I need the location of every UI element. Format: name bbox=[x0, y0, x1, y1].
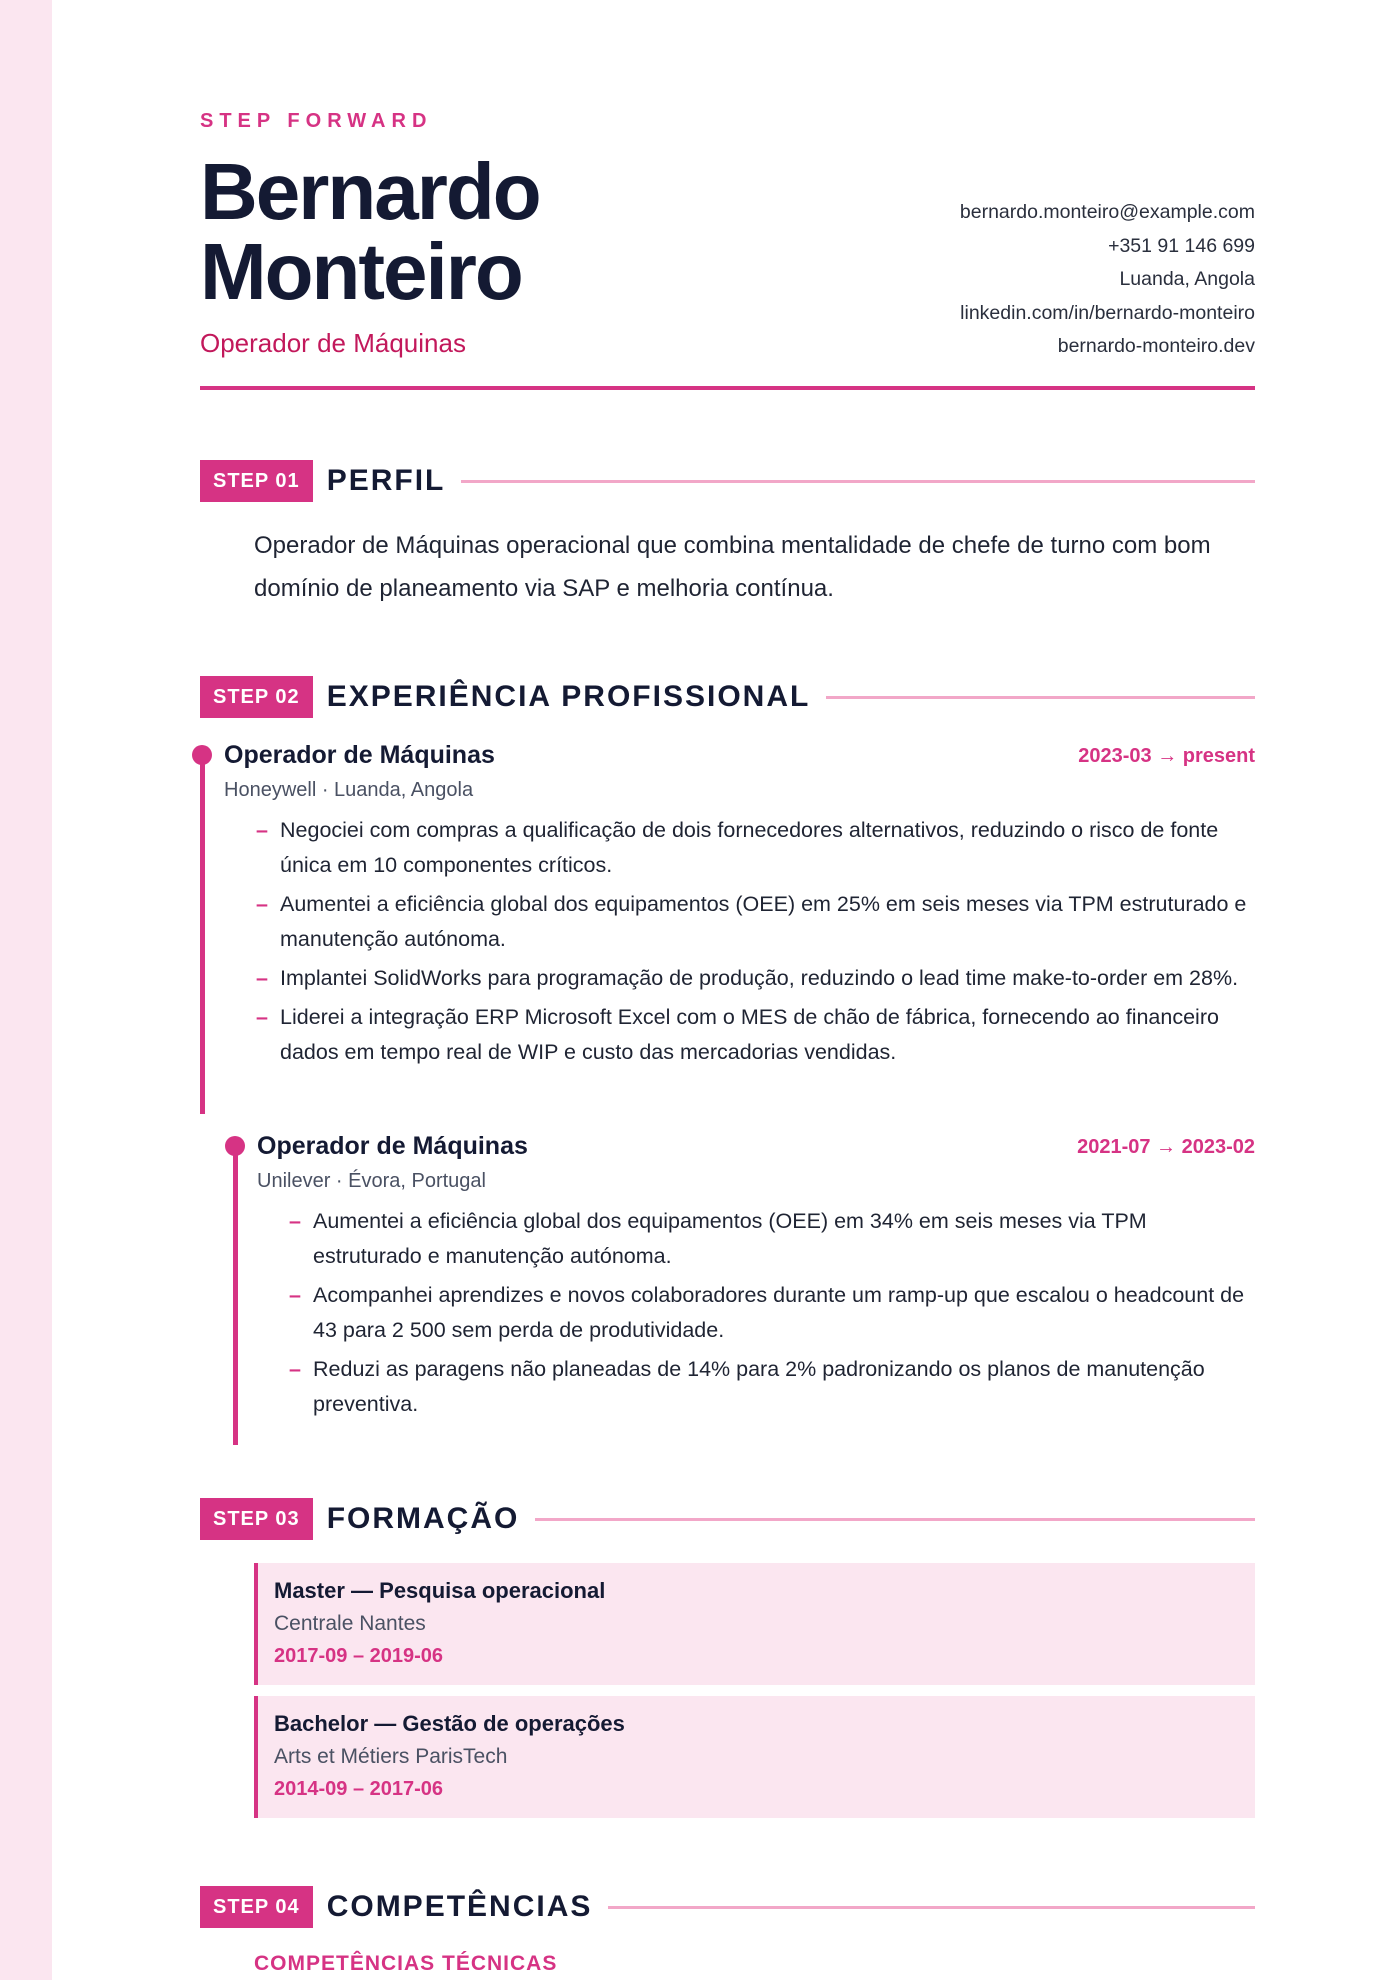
dash-icon: – bbox=[256, 966, 268, 990]
section-profile-heading bbox=[200, 460, 1255, 502]
education-degree: Master — Pesquisa operacional bbox=[274, 1578, 606, 1603]
dash-icon: – bbox=[256, 1005, 268, 1029]
dash-icon: – bbox=[256, 818, 268, 842]
job-company: Honeywell · Luanda, Angola bbox=[224, 779, 474, 801]
job-dates: 2021-07 → 2023-02 bbox=[1077, 1136, 1255, 1158]
profile-summary: Operador de Máquinas operacional que combina mentalidade de chefe de turno com bom domínio de planeamento via SAP e melhoria contínua. bbox=[254, 532, 1211, 602]
name-line-last: Monteiro bbox=[200, 227, 522, 316]
job-bullet: – Aumentei a eficiência global dos equipamentos (OEE) em 25% em seis meses via TPM estruturado e manutenção autónoma. bbox=[256, 887, 1255, 957]
contact-location: Luanda, Angola bbox=[1119, 268, 1255, 290]
candidate-role: Operador de Máquinas bbox=[200, 328, 466, 358]
job-title: Operador de Máquinas bbox=[257, 1132, 528, 1160]
step-badge: STEP 02 bbox=[200, 676, 313, 718]
contact-email[interactable]: bernardo.monteiro@example.com bbox=[959, 201, 1255, 223]
name-line-first: Bernardo bbox=[200, 147, 540, 236]
job-bullets bbox=[289, 1204, 1255, 1426]
job-title: Operador de Máquinas bbox=[224, 741, 495, 769]
section-title: FORMAÇÃO bbox=[326, 1502, 520, 1535]
job-bullets bbox=[256, 813, 1255, 1074]
section-title: EXPERIÊNCIA PROFISSIONAL bbox=[326, 680, 811, 713]
contact-block bbox=[960, 196, 1255, 364]
skills-subheading: COMPETÊNCIAS TÉCNICAS bbox=[254, 1952, 558, 1975]
section-skills-heading bbox=[200, 1886, 1255, 1928]
job-bullet: – Aumentei a eficiência global dos equipamentos (OEE) em 34% em seis meses via TPM estruturado e manutenção autónoma. bbox=[289, 1204, 1255, 1274]
job-bullet: – Acompanhei aprendizes e novos colaboradores durante um ramp-up que escalou o headcount de 43 para 2 500 sem perda de produtividade. bbox=[289, 1278, 1255, 1348]
section-education-heading bbox=[200, 1498, 1255, 1540]
section-title: COMPETÊNCIAS bbox=[326, 1890, 593, 1923]
job-dates: 2023-03 → present bbox=[1078, 745, 1255, 767]
contact-phone[interactable]: +351 91 146 699 bbox=[1108, 234, 1255, 257]
job-bullet: – Negociei com compras a qualificação de dois fornecedores alternativos, reduzindo o risco de fonte única em 10 componentes críticos. bbox=[256, 813, 1255, 883]
tagline: STEP FORWARD bbox=[200, 110, 433, 132]
section-divider bbox=[608, 1906, 1255, 1909]
job-company: Unilever · Évora, Portugal bbox=[257, 1170, 486, 1192]
section-divider bbox=[826, 696, 1255, 699]
dash-icon: – bbox=[256, 892, 268, 916]
timeline-bar bbox=[233, 1150, 238, 1445]
step-badge: STEP 04 bbox=[200, 1886, 313, 1928]
dash-icon: – bbox=[289, 1209, 301, 1233]
education-school: Arts et Métiers ParisTech bbox=[274, 1745, 508, 1768]
education-school: Centrale Nantes bbox=[274, 1612, 426, 1635]
resume-page bbox=[200, 0, 1255, 1980]
section-title: PERFIL bbox=[326, 464, 446, 497]
left-decorative-strip bbox=[0, 0, 52, 1980]
education-entry bbox=[254, 1563, 1255, 1685]
step-badge: STEP 01 bbox=[200, 460, 313, 502]
dash-icon: – bbox=[289, 1357, 301, 1381]
timeline-bar bbox=[200, 759, 205, 1114]
education-dates: 2017-09 – 2019-06 bbox=[274, 1645, 444, 1667]
job-bullet: – Implantei SolidWorks para programação de produção, reduzindo o lead time make-to-order em 28%. bbox=[256, 961, 1255, 996]
header-divider bbox=[200, 386, 1255, 390]
section-divider bbox=[535, 1518, 1255, 1521]
candidate-name bbox=[200, 147, 540, 316]
education-dates: 2014-09 – 2017-06 bbox=[274, 1778, 444, 1800]
section-divider bbox=[461, 480, 1255, 483]
dash-icon: – bbox=[289, 1283, 301, 1307]
education-entry bbox=[254, 1696, 1255, 1818]
contact-linkedin[interactable]: linkedin.com/in/bernardo-monteiro bbox=[960, 301, 1255, 324]
contact-website[interactable]: bernardo-monteiro.dev bbox=[1057, 335, 1255, 357]
step-badge: STEP 03 bbox=[200, 1498, 313, 1540]
education-degree: Bachelor — Gestão de operações bbox=[274, 1711, 625, 1736]
job-bullet: – Liderei a integração ERP Microsoft Excel com o MES de chão de fábrica, fornecendo ao financeiro dados em tempo real de WIP e custo das mercadorias vendidas. bbox=[256, 1000, 1255, 1070]
section-experience-heading bbox=[200, 676, 1255, 718]
job-bullet: – Reduzi as paragens não planeadas de 14% para 2% padronizando os planos de manutenção preventiva. bbox=[289, 1352, 1255, 1422]
